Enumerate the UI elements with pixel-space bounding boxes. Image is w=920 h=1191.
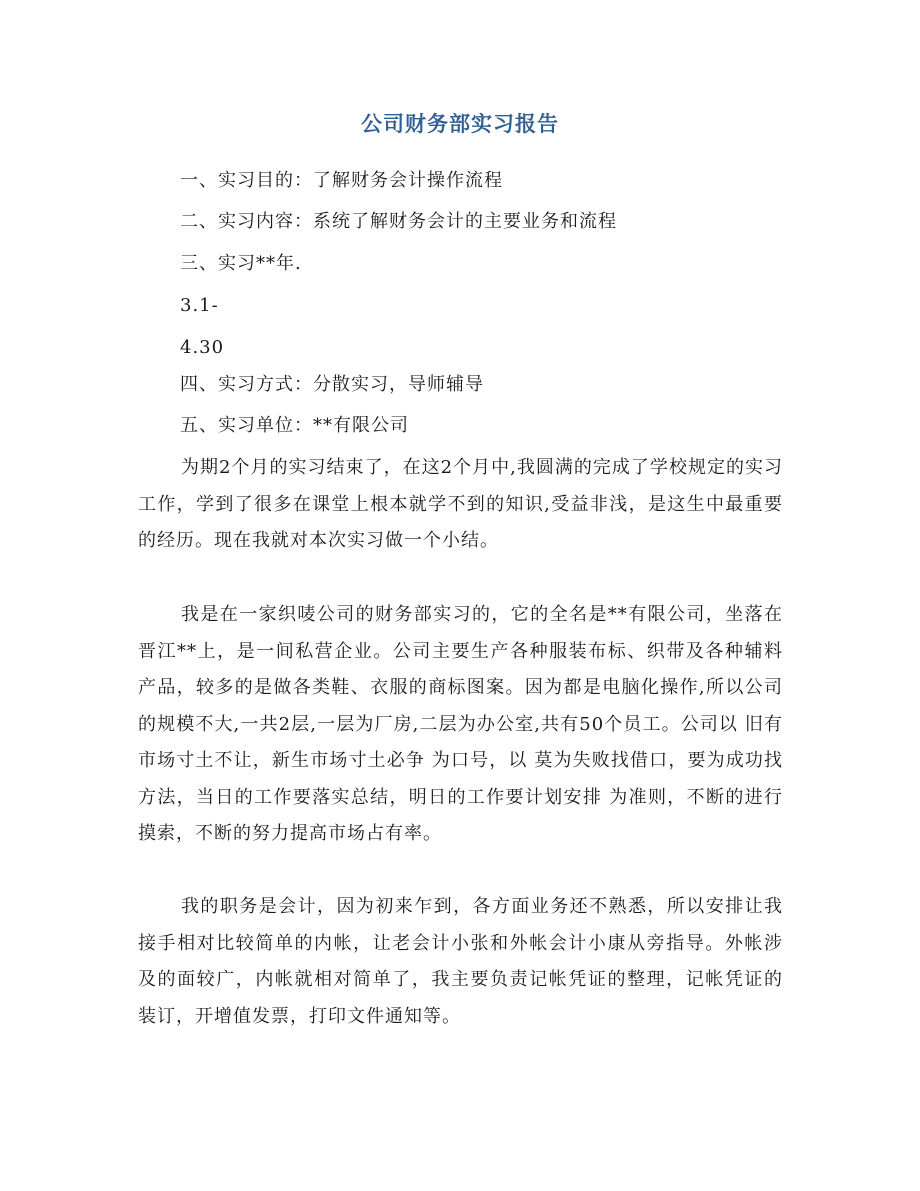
item-purpose: 一、实习目的：了解财务会计操作流程 xyxy=(180,170,503,191)
paragraph-summary: 为期2个月的实习结束了，在这2个月中,我圆满的完成了学校规定的实习工作，学到了很多在课堂上根本就学不到的知识,受益非浅，是这生中最重要的经历。现在我就对本次实习做一个小结。 xyxy=(138,457,783,551)
item-unit: 五、实习单位：**有限公司 xyxy=(180,415,409,436)
item-period: 三、实习**年. xyxy=(180,253,302,274)
document-title: 公司财务部实习报告 xyxy=(361,111,559,136)
paragraph-company: 我是在一家织唛公司的财务部实习的，它的全名是**有限公司，坐落在晋江**上，是一间私营企业。公司主要生产各种服装布标、织带及各种辅料产品，较多的是做各类鞋、衣服的商标图案。因为都是电脑化操作,所以公司的规模不大,一共2层,一层为厂房,二层为办公室,共有50个员工。公司以 旧有市场寸土不让，新生市场寸土必争 为口号，以 莫为失败找借口，要为成功找方法，当日的工作要落实总结，明日的工作要计划安排 为准则，不断的进行摸索，不断的努力提高市场占有率。 xyxy=(138,604,783,844)
item-date-start: 3.1- xyxy=(180,295,219,316)
item-content: 二、实习内容：系统了解财务会计的主要业务和流程 xyxy=(180,211,617,232)
item-method: 四、实习方式：分散实习，导师辅导 xyxy=(180,374,484,395)
paragraph-duties: 我的职务是会计，因为初来乍到，各方面业务还不熟悉，所以安排让我接手相对比较简单的内帐，让老会计小张和外帐会计小康从旁指导。外帐涉及的面较广，内帐就相对简单了，我主要负责记帐凭证的整理，记帐凭证的装订，开增值发票，打印文件通知等。 xyxy=(138,896,783,1027)
item-date-end: 4.30 xyxy=(180,337,225,358)
